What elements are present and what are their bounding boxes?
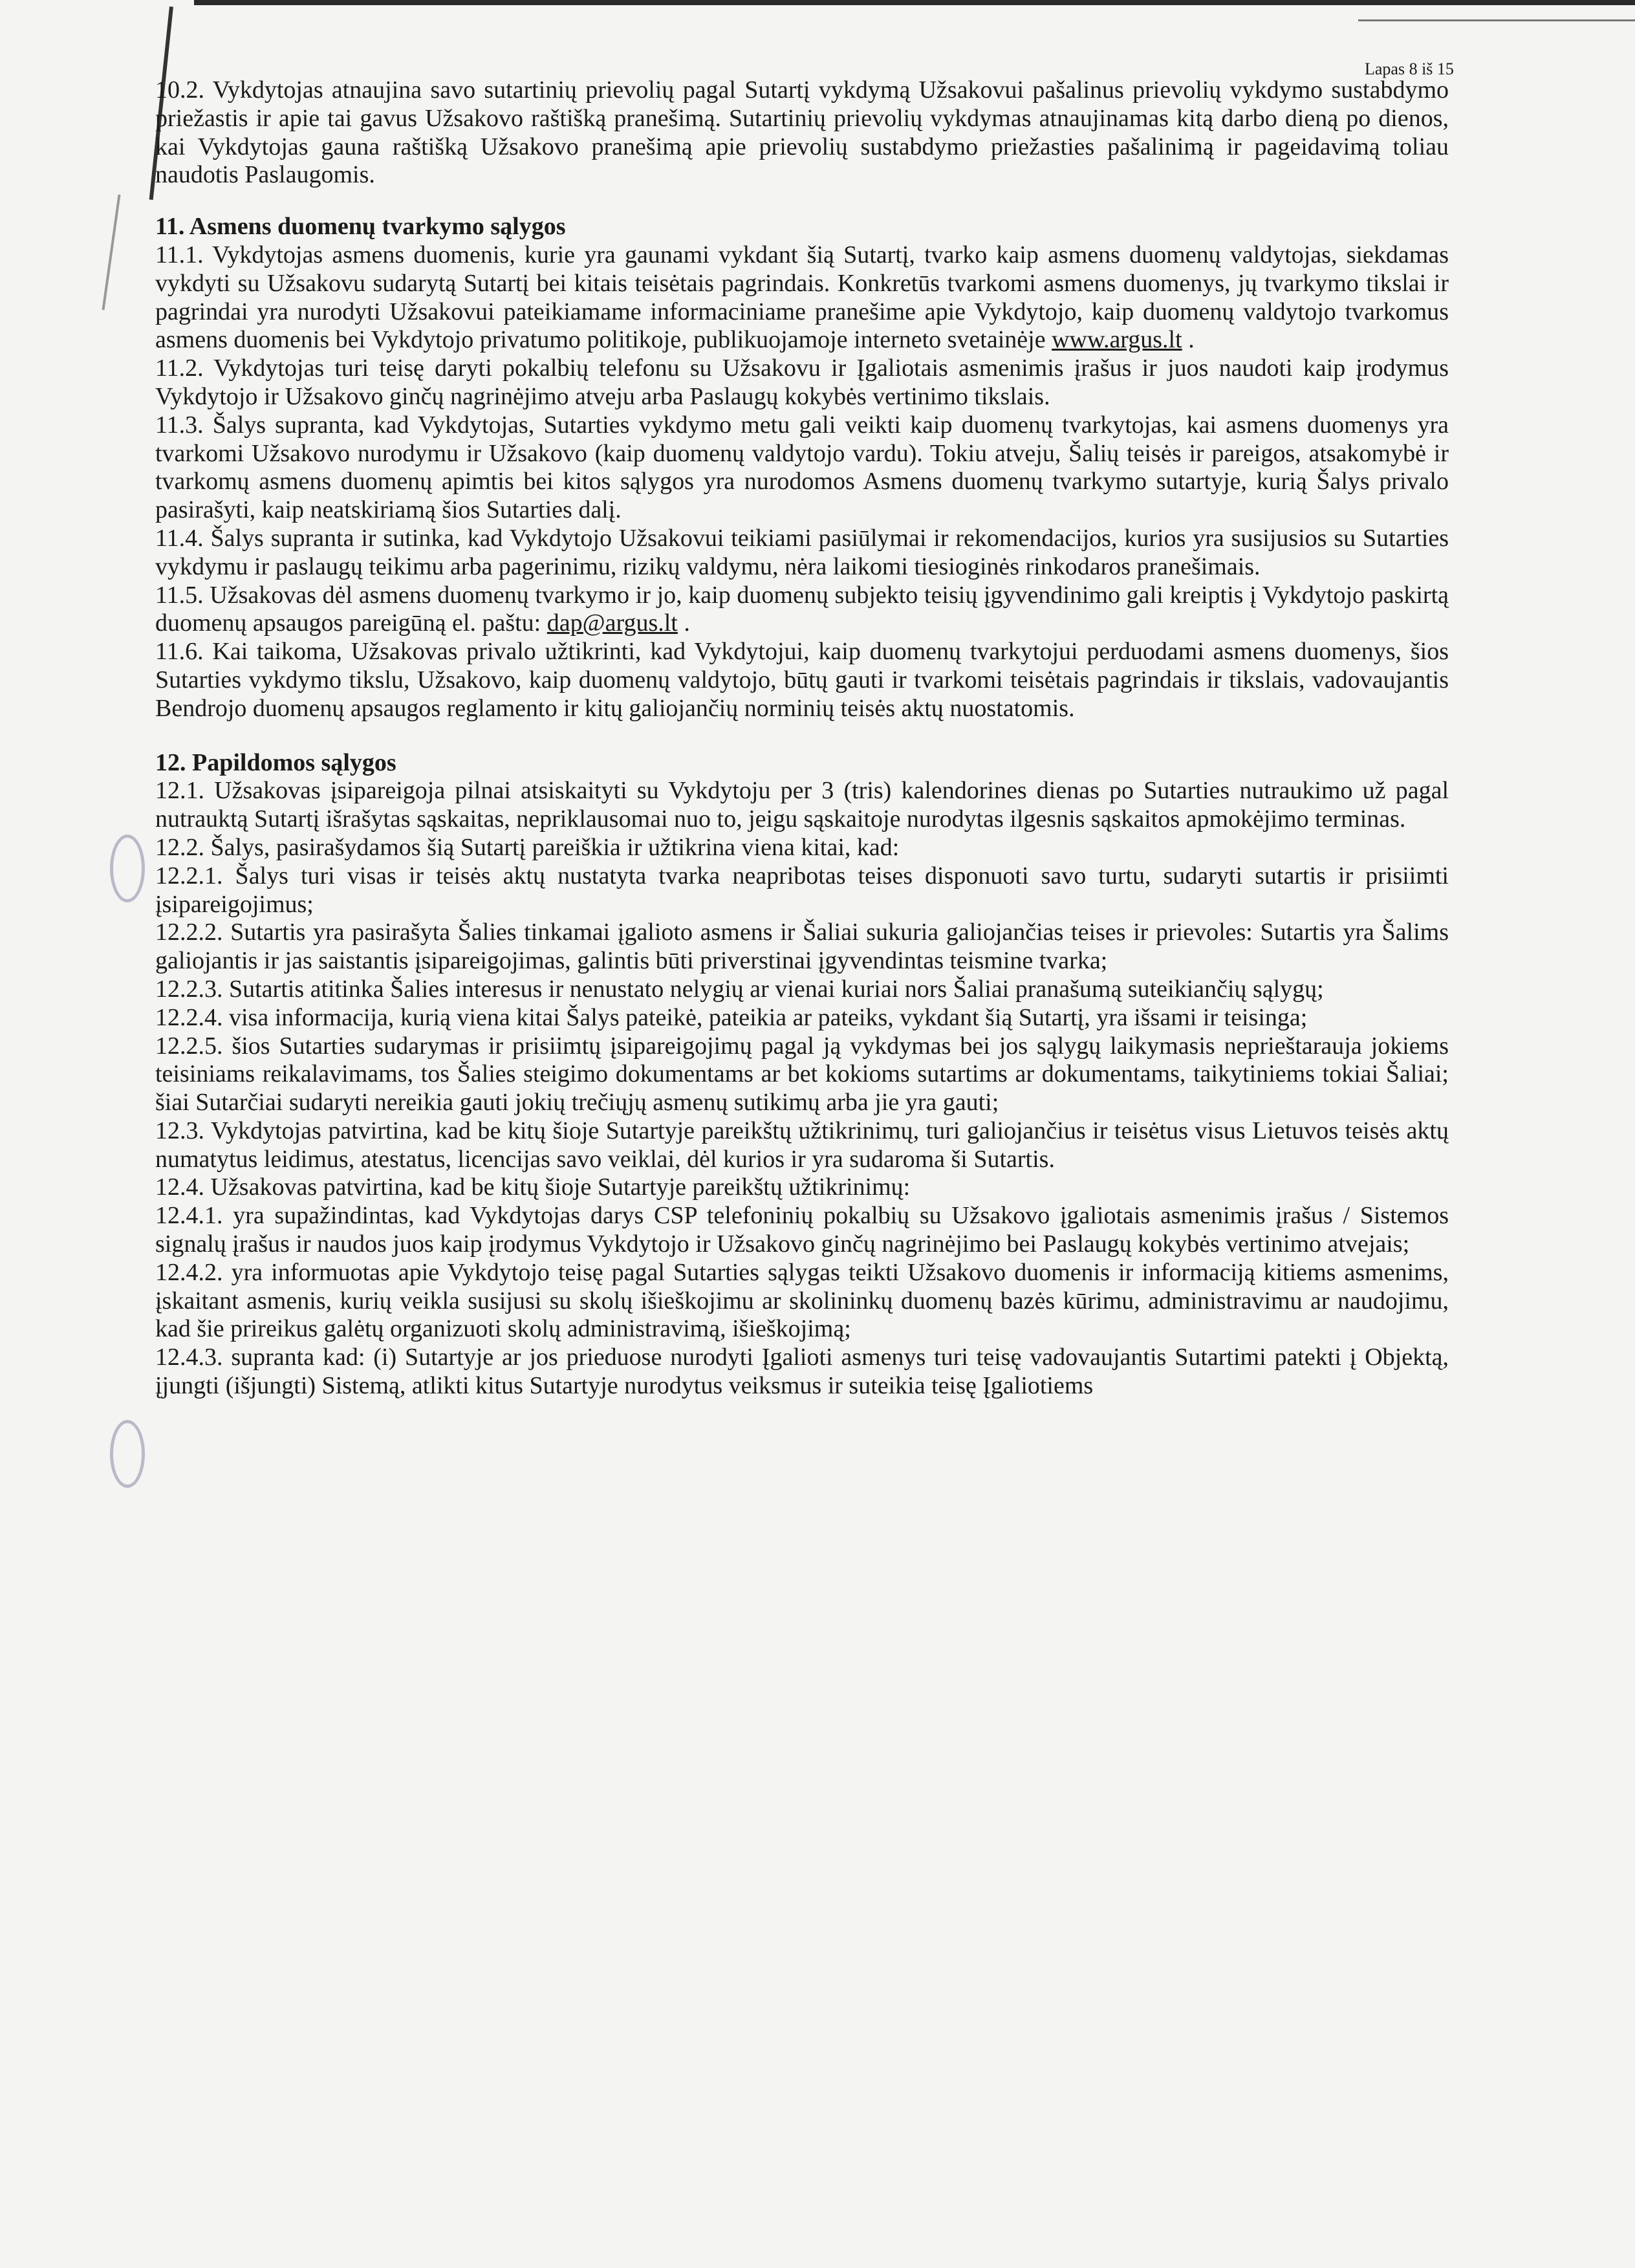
scan-edge-left-faint	[102, 195, 120, 311]
scan-edge-top	[194, 0, 1635, 5]
paragraph: 12.2.1. Šalys turi visas ir teisės aktų nustatyta tvarka neapribotas teises disponuoti savo turtu, sudaryti sutartis ir prisiimti įsipareigojimus;	[155, 862, 1449, 918]
paragraph: 12.4. Užsakovas patvirtina, kad be kitų šioje Sutartyje pareikštų užtikrinimų:	[155, 1173, 911, 1201]
paragraph-text: 11.1. Vykdytojas asmens duomenis, kurie yra gaunami vykdant šią Sutartį, tvarko kaip asmens duomenų valdytojas, siekdamas vykdyti su Užsakovu sudarytą Sutartį bei kitais teisėtais pagrindais. Konkretūs tvarkomi asmens duomenys, jų tvarkymo tikslai ir pagrindai yra nurodyti Užsakovui pateikiamame informaciniame pranešime apie Vykdytojo, kaip duomenų valdytojo tvarkomus asmens duomenis bei Vykdytojo privatumo politikoje, publikuojamoje interneto svetainėje	[155, 241, 1449, 354]
link-text: www.argus.lt	[1052, 326, 1182, 354]
punch-hole-mark	[110, 834, 145, 902]
paragraph: 12.2. Šalys, pasirašydamos šią Sutartį pareiškia ir užtikrina viena kitai, kad:	[155, 833, 900, 861]
paragraph: 12.1. Užsakovas įsipareigoja pilnai atsiskaityti su Vykdytoju per 3 (tris) kalendorines dienas po Sutarties nutraukimo už pagal nutrauktą Sutartį išrašytas sąskaitas, nepriklausomai nuo to, jeigu sąskaitoje nurodytas ilgesnis sąskaitos apmokėjimo terminas.	[155, 777, 1449, 833]
page-number: Lapas 8 iš 15	[1365, 60, 1454, 78]
paragraph-text-end: .	[1182, 326, 1195, 354]
document-body	[155, 76, 1449, 1401]
paragraph: 12.2.2. Sutartis yra pasirašyta Šalies tinkamai įgalioto asmens ir Šaliai sukuria galiojančias teises ir prievoles: Sutartis yra Šalims galiojantis ir jas saistantis įsipareigojimas, galintis būti priverstinai įgyvendintas teismine tvarka;	[155, 919, 1449, 975]
paragraph: 10.2. Vykdytojas atnaujina savo sutartinių prievolių pagal Sutartį vykdymą Užsakovui pašalinus prievolių vykdymo sustabdymo priežastis ir apie tai gavus Užsakovo raštišką pranešimą. Sutartinių prievolių vykdymas atnaujinamas kitą darbo dieną po dienos, kai Vykdytojas gauna raštišką Užsakovo pranešimą apie prievolių sustabdymo priežasties pašalinimą ir pageidavimą toliau naudotis Paslaugomis.	[155, 76, 1449, 189]
paragraph: 12.2.3. Sutartis atitinka Šalies interesus ir nenustato nelygių ar vienai kuriai nors Šaliai pranašumą suteikiančių sąlygų;	[155, 975, 1324, 1003]
paragraph: 11.3. Šalys supranta, kad Vykdytojas, Sutarties vykdymo metu gali veikti kaip duomenų tvarkytojas, kai asmens duomenys yra tvarkomi Užsakovo nurodymu ir Užsakovo (kaip duomenų valdytojo vardu). Tokiu atveju, Šalių teisės ir pareigos, atsakomybė ir tvarkomų asmens duomenų apimtis bei kitos sąlygos yra nurodomos Asmens duomenų tvarkymo sutartyje, kurią Šalys privalo pasirašyti, kaip neatskiriamą šios Sutarties dalį.	[155, 411, 1449, 524]
scan-edge-top-right	[1358, 19, 1635, 21]
paragraph: 12.4.3. supranta kad: (i) Sutartyje ar jos prieduose nurodyti Įgalioti asmenys turi teisę vadovaujantis Sutartimi patekti į Objektą, įjungti (išjungti) Sistemą, atlikti kitus Sutartyje nurodytus veiksmus ir suteikia teisę Įgaliotiems	[155, 1344, 1449, 1400]
paragraph: 11.2. Vykdytojas turi teisę daryti pokalbių telefonu su Užsakovu ir Įgaliotais asmenimis įrašus ir juos naudoti kaip įrodymus Vykdytojo ir Užsakovo ginčų nagrinėjimo atveju arba Paslaugų kokybės vertinimo tikslais.	[155, 354, 1449, 410]
paragraph: 11.4. Šalys supranta ir sutinka, kad Vykdytojo Užsakovui teikiami pasiūlymai ir rekomendacijos, kurios yra susijusios su Sutarties vykdymu ir paslaugų teikimu arba pagerinimu, rizikų valdymu, nėra laikomi tiesioginės rinkodaros pranešimais.	[155, 524, 1449, 580]
paragraph: 12.2.4. visa informacija, kurią viena kitai Šalys pateikė, pateikia ar pateiks, vykdant šią Sutartį, yra išsami ir teisinga;	[155, 1003, 1308, 1031]
paragraph: 12.2.5. šios Sutarties sudarymas ir prisiimtų įsipareigojimų pagal ją vykdymas bei jos sąlygų laikymasis neprieštarauja jokiems teisiniams reikalavimams, tos Šalies steigimo dokumentams ar bet kokioms sutartims ar dokumentams, taikytiniems tokiai Šaliai; šiai Sutarčiai sudaryti nereikia gauti jokių trečiųjų asmenų sutikimų arba jie yra gauti;	[155, 1032, 1449, 1117]
paragraph	[155, 582, 1449, 638]
paragraph: 12.4.2. yra informuotas apie Vykdytojo teisę pagal Sutarties sąlygas teikti Užsakovo duomenis ir informaciją kitiems asmenims, įskaitant asmenis, kurių veikla susijusi su skolų išieškojimu ar skolininkų duomenų bazės kūrimu, administravimu ar naudojimu, kad šie prireikus galėtų organizuoti skolų administravimą, išieškojimą;	[155, 1258, 1449, 1343]
paragraph-text: 11.5. Užsakovas dėl asmens duomenų tvarkymo ir jo, kaip duomenų subjekto teisių įgyvendinimo gali kreiptis į Vykdytojo paskirtą duomenų apsaugos pareigūną el. paštu:	[155, 581, 1449, 637]
paragraph-text-end: .	[677, 609, 690, 637]
link-text: dap@argus.lt	[547, 609, 678, 637]
punch-hole-mark	[110, 1420, 145, 1488]
paragraph: 12.3. Vykdytojas patvirtina, kad be kitų šioje Sutartyje pareikštų užtikrinimų, turi galiojančius ir teisėtus visus Lietuvos teisės aktų numatytus leidimus, atestatus, licencijas savo veiklai, dėl kurios ir yra sudaroma ši Sutartis.	[155, 1117, 1449, 1173]
paragraph: 11.6. Kai taikoma, Užsakovas privalo užtikrinti, kad Vykdytojui, kaip duomenų tvarkytojui perduodami asmens duomenys, šios Sutarties vykdymo tikslu, Užsakovo, kaip duomenų valdytojo, būtų gauti ir tvarkomi teisėtais pagrindais ir tikslais, vadovaujantis Bendrojo duomenų apsaugos reglamento ir kitų galiojančių norminių teisės aktų nuostatomis.	[155, 638, 1449, 722]
section-heading: 11. Asmens duomenų tvarkymo sąlygos	[155, 213, 566, 241]
paragraph: 12.4.1. yra supažindintas, kad Vykdytojas darys CSP telefoninių pokalbių su Užsakovo įgaliotais asmenimis įrašus / Sistemos signalų įrašus ir naudos juos kaip įrodymus Vykdytojo ir Užsakovo ginčų nagrinėjimo bei Paslaugų kokybės vertinimo atvejais;	[155, 1202, 1449, 1258]
paragraph	[155, 241, 1449, 354]
section-heading: 12. Papildomos sąlygos	[155, 748, 396, 776]
